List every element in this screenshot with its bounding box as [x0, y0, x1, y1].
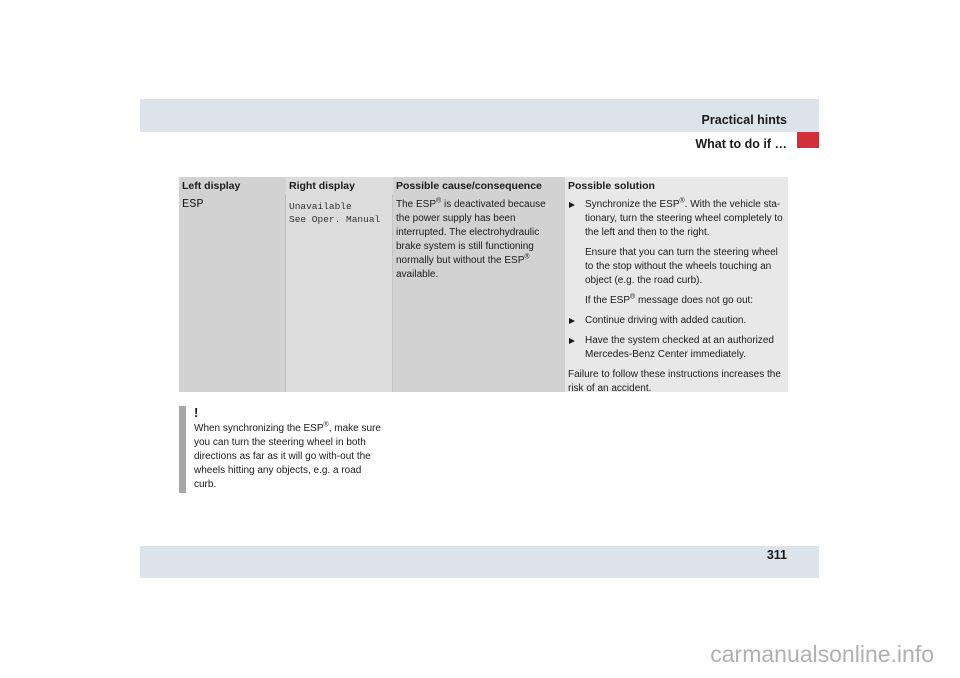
right-display-line-2: See Oper. Manual	[289, 214, 381, 225]
cell-cause	[393, 195, 565, 392]
cell-left-display	[179, 195, 286, 392]
solution-step-synchronize: Synchronize the ESP®. With the vehicle sta-tionary, turn the steering wheel completely to the left and then to the right.	[568, 198, 785, 240]
page-number: 311	[766, 548, 787, 562]
note-warning-icon: !	[194, 405, 199, 420]
column-header-cause: Possible cause/consequence	[393, 177, 565, 195]
note-side-bar	[179, 406, 186, 493]
column-header-left-display: Left display	[179, 177, 286, 195]
watermark: carmanualsonline.info	[710, 641, 934, 667]
column-header-solution: Possible solution	[565, 177, 788, 195]
display-message-table	[179, 177, 788, 392]
solution-para-ensure: Ensure that you can turn the steering wheel to the stop without the wheels touching an object (e.g. the road curb).	[585, 247, 778, 286]
right-display-line-1: Unavailable	[289, 201, 352, 212]
arrow-bullet-icon	[569, 338, 575, 344]
solution-warning: Failure to follow these instructions increases the risk of an accident.	[568, 369, 781, 394]
arrow-bullet-icon	[569, 202, 575, 208]
section-tab-marker	[797, 132, 819, 148]
section-subtitle: What to do if …	[695, 137, 787, 151]
cell-solution	[565, 195, 788, 392]
column-header-right-display: Right display	[286, 177, 393, 195]
section-title: Practical hints	[701, 113, 787, 127]
solution-para-if: If the ESP® message does not go out:	[585, 293, 754, 306]
note-text: When synchronizing the ESP®, make sure you can turn the steering wheel in both directions as far as it will go with-out the wheels hitting any objects, e.g. a road curb.	[194, 421, 381, 490]
arrow-bullet-icon	[569, 318, 575, 324]
left-display-message: ESP	[182, 197, 204, 211]
cell-right-display	[286, 195, 393, 392]
solution-step-continue: Continue driving with added caution.	[568, 314, 785, 328]
cause-text: The ESP® is deactivated because the power supply has been interrupted. The electrohydraulic brake system is still functioning normally but without the ESP® available.	[396, 197, 546, 280]
footer-band	[140, 546, 819, 578]
solution-step-check: Have the system checked at an authorized Mercedes-Benz Center immediately.	[568, 334, 785, 362]
